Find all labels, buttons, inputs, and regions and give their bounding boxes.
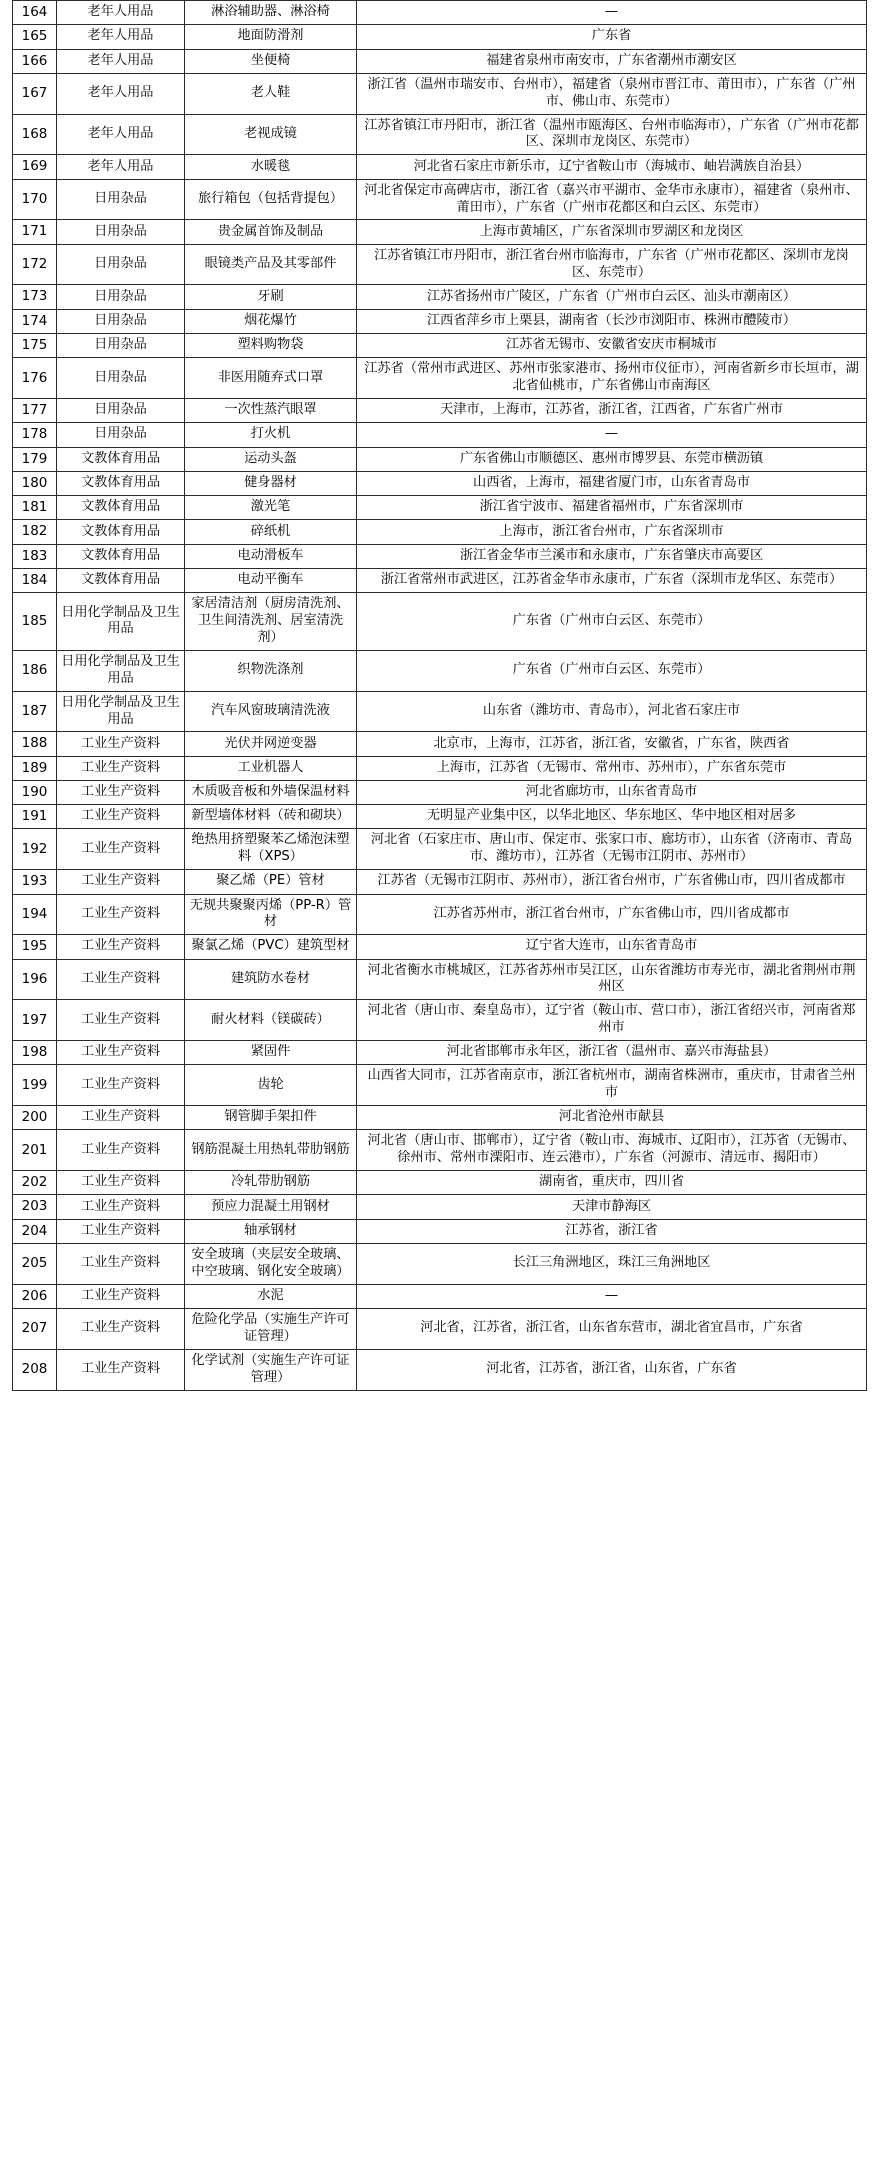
product-name: 危险化学品（实施生产许可证管理）: [185, 1309, 357, 1350]
product-category: 文教体育用品: [57, 520, 185, 544]
industry-cluster-area: 山西省，上海市，福建省厦门市，山东省青岛市: [357, 471, 867, 495]
table-row: [13, 1171, 867, 1195]
product-category: 工业生产资料: [57, 780, 185, 804]
product-category: 工业生产资料: [57, 1349, 185, 1390]
product-category: 日用化学制品及卫生用品: [57, 691, 185, 732]
product-category: 工业生产资料: [57, 732, 185, 756]
row-index: 189: [13, 756, 57, 780]
product-name: 轴承钢材: [185, 1219, 357, 1243]
product-name: 耐火材料（镁碳砖）: [185, 1000, 357, 1041]
product-category: 日用杂品: [57, 220, 185, 244]
product-name: 汽车风窗玻璃清洗液: [185, 691, 357, 732]
industry-cluster-area: 广东省（广州市白云区、东莞市）: [357, 593, 867, 651]
row-index: 193: [13, 870, 57, 894]
industry-cluster-area: 辽宁省大连市，山东省青岛市: [357, 935, 867, 959]
table-row: [13, 496, 867, 520]
table-row: [13, 1219, 867, 1243]
product-name: 聚乙烯（PE）管材: [185, 870, 357, 894]
product-name: 化学试剂（实施生产许可证管理）: [185, 1349, 357, 1390]
product-name: 水泥: [185, 1284, 357, 1308]
product-name: 贵金属首饰及制品: [185, 220, 357, 244]
row-index: 167: [13, 73, 57, 114]
industry-cluster-area: —: [357, 1, 867, 25]
product-category: 工业生产资料: [57, 1219, 185, 1243]
product-category: 工业生产资料: [57, 1309, 185, 1350]
table-row: [13, 1284, 867, 1308]
table-row: [13, 25, 867, 49]
product-category: 老年人用品: [57, 114, 185, 155]
table-row: [13, 358, 867, 399]
row-index: 203: [13, 1195, 57, 1219]
industry-cluster-area: 上海市黄埔区，广东省深圳市罗湖区和龙岗区: [357, 220, 867, 244]
product-name: 建筑防水卷材: [185, 959, 357, 1000]
product-name: 塑料购物袋: [185, 333, 357, 357]
row-index: 169: [13, 155, 57, 179]
product-category: 日用杂品: [57, 333, 185, 357]
row-index: 181: [13, 496, 57, 520]
row-index: 207: [13, 1309, 57, 1350]
row-index: 199: [13, 1065, 57, 1106]
product-category: 工业生产资料: [57, 1244, 185, 1285]
product-category: 日用杂品: [57, 244, 185, 285]
product-category: 工业生产资料: [57, 829, 185, 870]
industry-cluster-area: 河北省，江苏省，浙江省，山东省，广东省: [357, 1349, 867, 1390]
table-row: [13, 805, 867, 829]
product-name: 非医用随弃式口罩: [185, 358, 357, 399]
product-category: 日用杂品: [57, 358, 185, 399]
product-name: 钢筋混凝土用热轧带肋钢筋: [185, 1130, 357, 1171]
product-category: 工业生产资料: [57, 1106, 185, 1130]
industry-cluster-area: 广东省佛山市顺德区、惠州市博罗县、东莞市横沥镇: [357, 447, 867, 471]
table-row: [13, 1106, 867, 1130]
industry-cluster-area: 河北省石家庄市新乐市，辽宁省鞍山市（海城市、岫岩满族自治县）: [357, 155, 867, 179]
row-index: 202: [13, 1171, 57, 1195]
product-category: 日用杂品: [57, 285, 185, 309]
table-row: [13, 471, 867, 495]
product-name: 老人鞋: [185, 73, 357, 114]
table-row: [13, 1349, 867, 1390]
industry-cluster-area: 江苏省（无锡市江阴市、苏州市），浙江省台州市，广东省佛山市，四川省成都市: [357, 870, 867, 894]
product-name: 紧固件: [185, 1041, 357, 1065]
row-index: 180: [13, 471, 57, 495]
product-category: 工业生产资料: [57, 1065, 185, 1106]
product-category: 日用杂品: [57, 309, 185, 333]
industry-cluster-area: 河北省（唐山市、邯郸市），辽宁省（鞍山市、海城市、辽阳市），江苏省（无锡市、徐州市、常州市溧阳市、连云港市），广东省（河源市、清远市、揭阳市）: [357, 1130, 867, 1171]
product-category: 工业生产资料: [57, 1171, 185, 1195]
industry-cluster-area: 上海市，江苏省（无锡市、常州市、苏州市），广东省东莞市: [357, 756, 867, 780]
row-index: 197: [13, 1000, 57, 1041]
product-name: 工业机器人: [185, 756, 357, 780]
product-name: 钢管脚手架扣件: [185, 1106, 357, 1130]
table-row: [13, 285, 867, 309]
table-row: [13, 423, 867, 447]
product-name: 水暖毯: [185, 155, 357, 179]
industry-cluster-area: 无明显产业集中区，以华北地区、华东地区、华中地区相对居多: [357, 805, 867, 829]
industry-cluster-area: 浙江省金华市兰溪市和永康市，广东省肇庆市高要区: [357, 544, 867, 568]
row-index: 166: [13, 49, 57, 73]
product-category: 日用杂品: [57, 423, 185, 447]
row-index: 182: [13, 520, 57, 544]
product-name: 老视成镜: [185, 114, 357, 155]
product-name: 齿轮: [185, 1065, 357, 1106]
product-category: 文教体育用品: [57, 544, 185, 568]
industry-cluster-area: 河北省邯郸市永年区，浙江省（温州市、嘉兴市海盐县）: [357, 1041, 867, 1065]
industry-cluster-area: 河北省（石家庄市、唐山市、保定市、张家口市、廊坊市），山东省（济南市、青岛市、潍坊市），江苏省（无锡市江阴市、苏州市）: [357, 829, 867, 870]
row-index: 190: [13, 780, 57, 804]
table-row: [13, 756, 867, 780]
row-index: 195: [13, 935, 57, 959]
table-row: [13, 399, 867, 423]
table-row: [13, 829, 867, 870]
product-name: 旅行箱包（包括背提包）: [185, 179, 357, 220]
product-name: 淋浴辅助器、淋浴椅: [185, 1, 357, 25]
product-category: 日用杂品: [57, 179, 185, 220]
table-row: [13, 959, 867, 1000]
row-index: 168: [13, 114, 57, 155]
row-index: 205: [13, 1244, 57, 1285]
product-category: 工业生产资料: [57, 1130, 185, 1171]
product-name: 碎纸机: [185, 520, 357, 544]
row-index: 174: [13, 309, 57, 333]
industry-cluster-area: —: [357, 423, 867, 447]
product-category: 日用杂品: [57, 399, 185, 423]
product-category: 工业生产资料: [57, 805, 185, 829]
table-row: [13, 73, 867, 114]
table-row: [13, 309, 867, 333]
product-name: 家居清洁剂（厨房清洗剂、卫生间清洗剂、居室清洗剂）: [185, 593, 357, 651]
product-name: 木质吸音板和外墙保温材料: [185, 780, 357, 804]
industry-cluster-area: 天津市静海区: [357, 1195, 867, 1219]
table-row: [13, 593, 867, 651]
product-category: 日用化学制品及卫生用品: [57, 593, 185, 651]
row-index: 178: [13, 423, 57, 447]
table-row: [13, 1195, 867, 1219]
product-name: 电动平衡车: [185, 568, 357, 592]
row-index: 171: [13, 220, 57, 244]
industry-cluster-area: 江苏省镇江市丹阳市，浙江省（温州市瓯海区、台州市临海市），广东省（广州市花都区、深圳市龙岗区、东莞市）: [357, 114, 867, 155]
table-row: [13, 691, 867, 732]
industry-cluster-area: 江苏省扬州市广陵区，广东省（广州市白云区、汕头市潮南区）: [357, 285, 867, 309]
product-name: 一次性蒸汽眼罩: [185, 399, 357, 423]
product-category: 老年人用品: [57, 25, 185, 49]
product-name: 织物洗涤剂: [185, 650, 357, 691]
table-row: [13, 49, 867, 73]
row-index: 192: [13, 829, 57, 870]
product-category: 老年人用品: [57, 73, 185, 114]
table-row: [13, 333, 867, 357]
industry-cluster-area: 河北省，江苏省，浙江省，山东省东营市，湖北省宜昌市，广东省: [357, 1309, 867, 1350]
industry-cluster-area: 河北省廊坊市，山东省青岛市: [357, 780, 867, 804]
product-name: 绝热用挤塑聚苯乙烯泡沫塑料（XPS）: [185, 829, 357, 870]
product-name: 新型墙体材料（砖和砌块）: [185, 805, 357, 829]
table-row: [13, 780, 867, 804]
table-row: [13, 447, 867, 471]
product-name: 聚氯乙烯（PVC）建筑型材: [185, 935, 357, 959]
table-row: [13, 244, 867, 285]
table-row: [13, 1309, 867, 1350]
row-index: 191: [13, 805, 57, 829]
table-row: [13, 1130, 867, 1171]
row-index: 200: [13, 1106, 57, 1130]
product-name: 运动头盔: [185, 447, 357, 471]
table-row: [13, 870, 867, 894]
industry-cluster-area: 天津市，上海市，江苏省，浙江省，江西省，广东省广州市: [357, 399, 867, 423]
product-category: 工业生产资料: [57, 935, 185, 959]
product-category: 工业生产资料: [57, 1195, 185, 1219]
table-row: [13, 1065, 867, 1106]
industry-cluster-area: 浙江省常州市武进区，江苏省金华市永康市，广东省（深圳市龙华区、东莞市）: [357, 568, 867, 592]
industry-cluster-area: 河北省沧州市献县: [357, 1106, 867, 1130]
product-category: 文教体育用品: [57, 496, 185, 520]
table-body: [13, 1, 867, 1391]
row-index: 196: [13, 959, 57, 1000]
table-row: [13, 179, 867, 220]
table-row: [13, 520, 867, 544]
table-row: [13, 155, 867, 179]
row-index: 186: [13, 650, 57, 691]
row-index: 170: [13, 179, 57, 220]
row-index: 164: [13, 1, 57, 25]
industry-cluster-area: 浙江省宁波市、福建省福州市，广东省深圳市: [357, 496, 867, 520]
industry-cluster-area: 江苏省苏州市，浙江省台州市，广东省佛山市，四川省成都市: [357, 894, 867, 935]
industry-cluster-area: 江苏省（常州市武进区、苏州市张家港市、扬州市仪征市），河南省新乡市长垣市，湖北省仙桃市，广东省佛山市南海区: [357, 358, 867, 399]
industry-cluster-area: 江苏省无锡市、安徽省安庆市桐城市: [357, 333, 867, 357]
row-index: 177: [13, 399, 57, 423]
table-row: [13, 220, 867, 244]
industry-cluster-area: —: [357, 1284, 867, 1308]
table-row: [13, 1, 867, 25]
product-category: 工业生产资料: [57, 1284, 185, 1308]
row-index: 173: [13, 285, 57, 309]
industry-cluster-area: 江西省萍乡市上栗县，湖南省（长沙市浏阳市、株洲市醴陵市）: [357, 309, 867, 333]
row-index: 187: [13, 691, 57, 732]
industry-cluster-area: 河北省（唐山市、秦皇岛市），辽宁省（鞍山市、营口市），浙江省绍兴市，河南省郑州市: [357, 1000, 867, 1041]
product-name: 坐便椅: [185, 49, 357, 73]
product-category: 日用化学制品及卫生用品: [57, 650, 185, 691]
product-category: 工业生产资料: [57, 756, 185, 780]
table-row: [13, 935, 867, 959]
product-name: 牙刷: [185, 285, 357, 309]
product-name: 安全玻璃（夹层安全玻璃、中空玻璃、钢化安全玻璃）: [185, 1244, 357, 1285]
row-index: 165: [13, 25, 57, 49]
table-row: [13, 114, 867, 155]
product-category: 工业生产资料: [57, 1041, 185, 1065]
table-row: [13, 1244, 867, 1285]
row-index: 176: [13, 358, 57, 399]
industry-cluster-area: 北京市，上海市，江苏省，浙江省，安徽省，广东省，陕西省: [357, 732, 867, 756]
row-index: 208: [13, 1349, 57, 1390]
industry-cluster-area: 上海市，浙江省台州市，广东省深圳市: [357, 520, 867, 544]
industry-cluster-area: 山西省大同市，江苏省南京市，浙江省杭州市，湖南省株洲市，重庆市，甘肃省兰州市: [357, 1065, 867, 1106]
industry-cluster-area: 广东省（广州市白云区、东莞市）: [357, 650, 867, 691]
row-index: 198: [13, 1041, 57, 1065]
product-name: 光伏并网逆变器: [185, 732, 357, 756]
product-category: 文教体育用品: [57, 471, 185, 495]
table-row: [13, 568, 867, 592]
product-category: 工业生产资料: [57, 959, 185, 1000]
row-index: 172: [13, 244, 57, 285]
industry-cluster-area: 河北省衡水市桃城区，江苏省苏州市吴江区，山东省潍坊市寿光市，湖北省荆州市荆州区: [357, 959, 867, 1000]
product-category: 老年人用品: [57, 49, 185, 73]
table-row: [13, 544, 867, 568]
product-catalog-table: [12, 0, 867, 1391]
row-index: 206: [13, 1284, 57, 1308]
industry-cluster-area: 山东省（潍坊市、青岛市），河北省石家庄市: [357, 691, 867, 732]
table-row: [13, 732, 867, 756]
product-name: 无规共聚聚丙烯（PP-R）管材: [185, 894, 357, 935]
product-category: 文教体育用品: [57, 447, 185, 471]
product-category: 老年人用品: [57, 155, 185, 179]
row-index: 175: [13, 333, 57, 357]
industry-cluster-area: 长江三角洲地区，珠江三角洲地区: [357, 1244, 867, 1285]
row-index: 204: [13, 1219, 57, 1243]
row-index: 179: [13, 447, 57, 471]
industry-cluster-area: 广东省: [357, 25, 867, 49]
row-index: 201: [13, 1130, 57, 1171]
table-row: [13, 1041, 867, 1065]
row-index: 194: [13, 894, 57, 935]
product-name: 眼镜类产品及其零部件: [185, 244, 357, 285]
industry-cluster-area: 福建省泉州市南安市，广东省潮州市潮安区: [357, 49, 867, 73]
product-name: 打火机: [185, 423, 357, 447]
table-row: [13, 650, 867, 691]
product-name: 冷轧带肋钢筋: [185, 1171, 357, 1195]
industry-cluster-area: 浙江省（温州市瑞安市、台州市），福建省（泉州市晋江市、莆田市），广东省（广州市、佛山市、东莞市）: [357, 73, 867, 114]
row-index: 188: [13, 732, 57, 756]
industry-cluster-area: 河北省保定市高碑店市，浙江省（嘉兴市平湖市、金华市永康市），福建省（泉州市、莆田市），广东省（广州市花都区和白云区、东莞市）: [357, 179, 867, 220]
product-name: 地面防滑剂: [185, 25, 357, 49]
product-name: 烟花爆竹: [185, 309, 357, 333]
row-index: 185: [13, 593, 57, 651]
product-category: 工业生产资料: [57, 894, 185, 935]
product-name: 激光笔: [185, 496, 357, 520]
product-category: 工业生产资料: [57, 870, 185, 894]
product-category: 文教体育用品: [57, 568, 185, 592]
product-name: 预应力混凝土用钢材: [185, 1195, 357, 1219]
product-name: 健身器材: [185, 471, 357, 495]
industry-cluster-area: 江苏省镇江市丹阳市，浙江省台州市临海市，广东省（广州市花都区、深圳市龙岗区、东莞市）: [357, 244, 867, 285]
product-category: 工业生产资料: [57, 1000, 185, 1041]
row-index: 184: [13, 568, 57, 592]
table-row: [13, 1000, 867, 1041]
product-name: 电动滑板车: [185, 544, 357, 568]
table-row: [13, 894, 867, 935]
product-category: 老年人用品: [57, 1, 185, 25]
row-index: 183: [13, 544, 57, 568]
industry-cluster-area: 江苏省，浙江省: [357, 1219, 867, 1243]
industry-cluster-area: 湖南省，重庆市，四川省: [357, 1171, 867, 1195]
